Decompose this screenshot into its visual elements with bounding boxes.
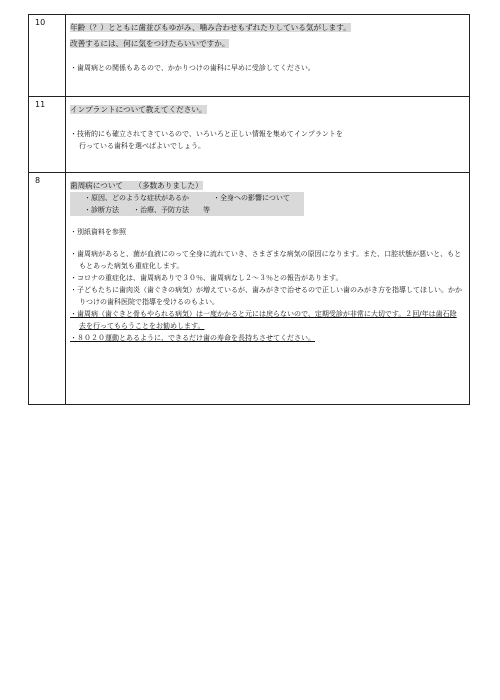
question-line: 改善するには、何に気をつけたらいいですか。 bbox=[70, 39, 230, 48]
question bbox=[70, 18, 463, 50]
qa-table bbox=[28, 14, 470, 405]
answer-text: ・歯周病があると、菌が血液にのって全身に流れていき、さまざまな病気の原因になります。また、口腔状態が悪いと、もともとあった病気も重症化します。 bbox=[70, 250, 462, 270]
row-content bbox=[66, 15, 470, 97]
table-row bbox=[29, 97, 470, 173]
topic-item: ・原因、どのような症状があるか bbox=[84, 194, 189, 202]
question-line: インプラントについて教えてください。 bbox=[70, 105, 207, 114]
answer-line: 行っている歯科を選べばよいでしょう。 bbox=[79, 142, 205, 150]
topics-line bbox=[72, 204, 304, 216]
question bbox=[70, 100, 463, 116]
answer-text: ・コロナの重症化は、歯周病ありで３０％、歯周病なし２～３％との報告があります。 bbox=[70, 274, 343, 282]
topic-item: ・治療、予防方法 bbox=[133, 206, 189, 214]
answer-text: ・歯周病との関係もあるので、かかりつけの歯科に早めに受診してください。 bbox=[70, 64, 315, 72]
answer-text-underlined: ・歯周病（歯ぐきと骨もやられる病気）は一度かかると元には戻らないので、定期受診が非常に大切です。２回/年は歯石除去を行ってもらうことをお勧めします。 bbox=[70, 310, 457, 330]
topics-box bbox=[70, 192, 304, 216]
reference-text: ・別紙資料を参照 bbox=[70, 228, 126, 236]
row-number: 8 bbox=[29, 173, 66, 405]
row-content bbox=[66, 97, 470, 173]
table-row bbox=[29, 15, 470, 97]
row-number: 11 bbox=[29, 97, 66, 173]
topic-item: 等 bbox=[203, 206, 210, 214]
topic-item: ・全身への影響について bbox=[213, 194, 290, 202]
row-number: 10 bbox=[29, 15, 66, 97]
answer-text bbox=[70, 128, 463, 152]
table-row bbox=[29, 173, 470, 405]
question-line: 年齢（？）とともに歯並びもゆがみ、噛み合わせもずれたりしている気がします。 bbox=[70, 23, 351, 32]
question bbox=[70, 176, 463, 192]
topic-item: ・診断方法 bbox=[84, 206, 119, 214]
answer-text-underlined: ・８０２０運動とあるように、できるだけ歯の寿命を長持ちさせてください。 bbox=[70, 334, 315, 342]
question-title: 歯周病について （多数ありました） bbox=[70, 181, 203, 190]
answer-text: ・子どもたちに歯肉炎（歯ぐきの病気）が増えているが、歯みがきで治せるので正しい歯のみがき方を指導してほしい。かかりつけの歯科医院で指導を受けるのもよい。 bbox=[70, 286, 462, 306]
row-content bbox=[66, 173, 470, 405]
answer-line: ・技術的にも確立されてきているので、いろいろと正しい情報を集めてインプラントを bbox=[70, 130, 343, 138]
topics-line bbox=[72, 192, 304, 204]
